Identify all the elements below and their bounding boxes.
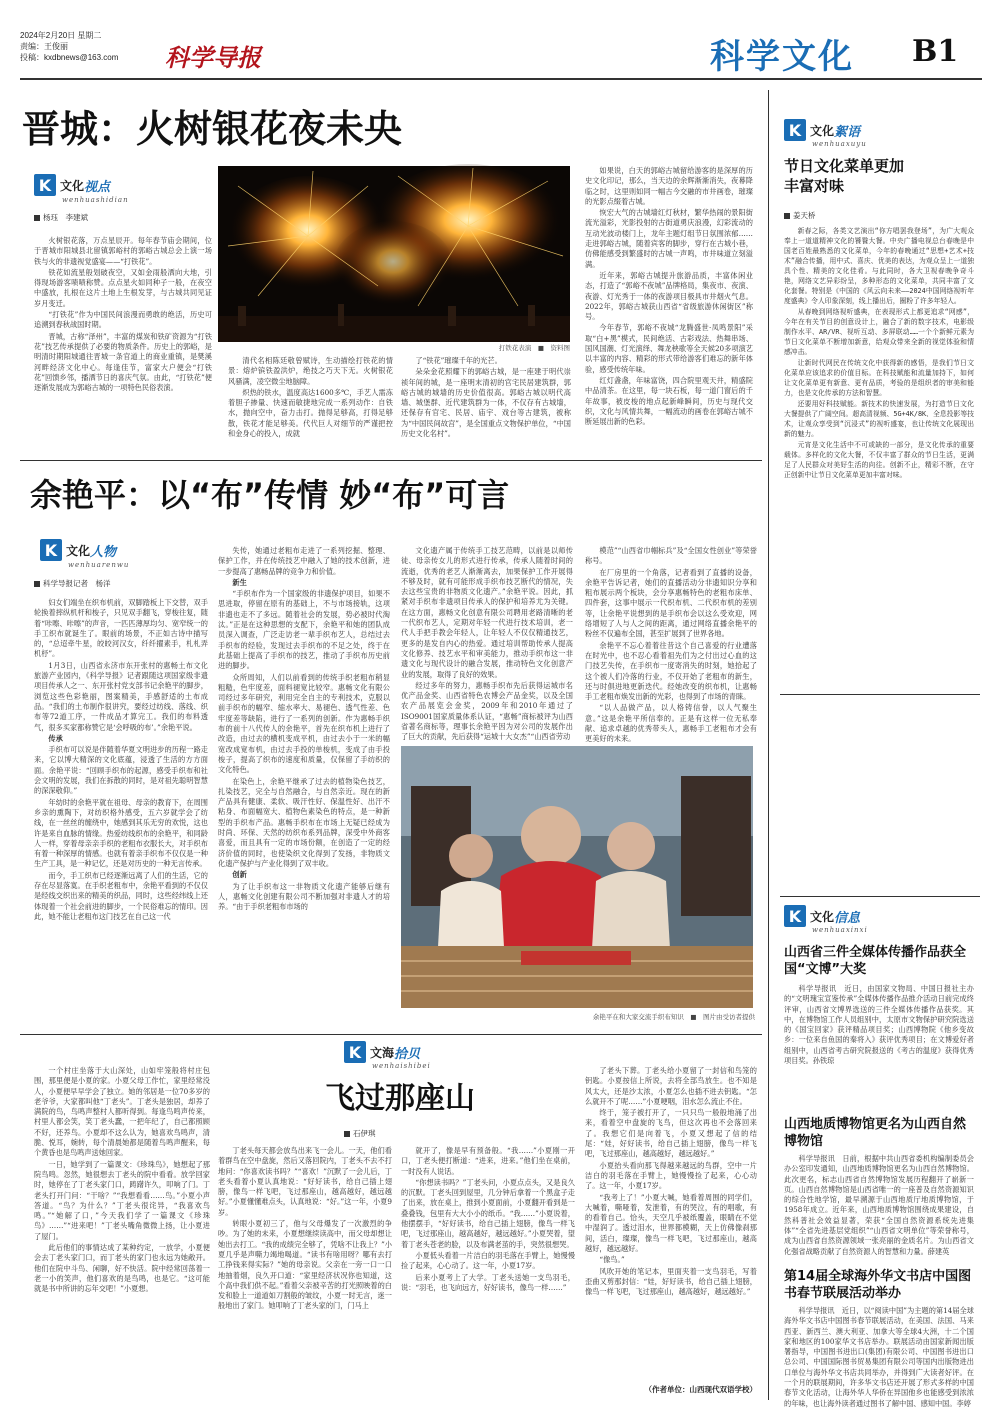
section-banner — [710, 28, 910, 78]
article2-col2: 失传，她通过老粗布走进了一系列挖掘、整理、保护工作，并在传统技艺中融入了她的技术创新，进一步提高了惠畅品牌的竞争力和价值。 新生 “手织布作为一个国家级的非遗保护项目，如果不思进取，停留在原有的基础上，不与市场接轨，这项非遗也走不了多远。随着社会的发展，势必被时代淘汰。”正是在这种思想的支配下，余艳平和她的团队成员深入调查，广泛走访老一辈手织布艺人，总结过去手织布的经验，发现过去手织布的不足之处，终于在此基础上提高了手织布的技艺，推动了手织布历史前进的脚步。 众所周知，人们以前看到的传统手织老粗布稍显粗糙，色牢度差，面料褪宽比较窄。惠畅文化有限公司经过多年研究，利用完全自主的专利技术，克服以前手织布的幅窄、缩水率大、易褪色、透气性差、色牢度差等缺陷，进行了一系列的创新。作为惠畅手织布的前十八代传人的余艳平，首先在织布机上进行了改造，由过去的横机变成平机，由过去小于一米的幅宽改成宽布机，由过去手投的单梭机，变成了由手投梭子，提高了织布的速度和质量，仅保留了手纺织的文化特色。 在染色上，余艳平继承了过去的植物染色技艺，扎染技艺，完全与自然融合，与自然亲近。现在的新产品具有健康、柔软、吸汗性好、保温性好、出汗不粘身、布面幅宽大、植物色素染色的特点，是一种新型的手织布产品。惠畅手织布在市场上无疑已经成为时尚、环保、天然的纺织布系列品牌，深受中外商客喜爱，而且具有一定的市场份额，在创造了一定的经济价值的同时，也使染织文化得到了发扬，非物质文化遗产保护与产业化得到了双丰收。 创新 为了让手织布这一非物质文化遗产能够后继有人，惠畅文化创建有限公司不断加强对非遗人才的培养。“由于手织老粗布市场的 — [218, 546, 390, 912]
sidebar-s4-title: 第14届全球海外华文书店中国图书春节联展活动举办 — [784, 1269, 972, 1301]
column-pinyin: wenhaishibei — [372, 1062, 431, 1070]
column-pinyin: wenhuaxinxi — [812, 926, 868, 934]
column-accent: 絮语 — [834, 124, 861, 140]
masthead-info — [20, 30, 170, 72]
article1-title: 晋城：火树银花夜未央 — [22, 107, 403, 151]
column-pinyin: wenhuashidian — [62, 196, 129, 204]
sidebar-s2-title: 山西省三件全媒体传播作品获全国“文博”大奖 — [784, 945, 967, 977]
article1-col2: 清代名相陈廷敬曾赋诗，生动描绘打铁花的情景：熔炉镔铁盈洪炉，绝技之巧天下无。火树银花风骚满，凌空微尘地脑障。 炽热的铁水，温度高达1600多℃，手艺人需冻着胆子掺量、快速而敏捷地完成一系列动作：自铁水，抛向空中，奋力击打。抛得足够高，打得足够散，铁花才能足够美。代代巨人对细节的严谨把控和金身心的投入，成就 — [228, 356, 393, 439]
sidebar-s1-title: 节日文化菜单更加丰富对味 — [784, 157, 905, 195]
column-k-icon: K — [344, 1041, 366, 1063]
article2-col3: 文化遗产属于传统手工技艺范畴，以前是以师传徒、母亲传女儿的形式进行传承，传承人随着时间的流逝，优秀的老艺人渐渐离去，加果保护工作开展得不够及时，就有可能形成手织布技艺断代的情况，失去这些宝贵的非物质文化遗产。”余艳平说。因此，抓紧对手织布非遗项目传承人的保护和培养尤为关键。在这方面，惠畅文化创意有限公司聘用老路清晰的老一代织布艺人，定期对年轻一代进行技术培训，老一代人手把手教会年轻人，让年轻人不仅仅精通技艺，更多的是发自内心的热爱。通过培训帮助传承人提高文化修养、技艺水平和审美能力，推动手织布这一非遗文化与现代设计的融合发展，推动特色文化创意产业的发展，取得了良好的效果。 经过多年的努力，惠畅手织布先后获得运城市名优产品金奖、山西省特色农博会产品金奖，以及全国农产品展览会金奖，2009年和2010年通过了ISO9001国家质量体系认证，“惠畅”商标被评为山西省著名商标等，理事长余艳平因为对公司的发展作出了巨大的贡献，先后获得“运城十大女杰”“山西省劳动 — [401, 546, 573, 742]
column-main: 文化 — [810, 909, 835, 924]
article1-divider — [20, 460, 762, 461]
column-pinyin: wenhuaxuyu — [812, 140, 867, 148]
sidebar-s2-text: 科学导报讯 近日，由国家文物局、中国日报社主办的“文明瑰宝宣鉴传承”全媒体传播作品推介活动日前完成终评审，山西省文博界选送的三件全媒体传播作品获奖。其中，在博物馆工作人员组别中，太原市文物保护研究院选送的《国宝回家》获评精品项目奖；山西博物院《他乡变故乡：一位来自鱼国的秦将入》获评优秀项目；在文博爱好者组别中，山西省考古研究院报送的《考古的温度》获得优秀项目奖。孙铁琼 — [784, 984, 974, 1066]
article2-col4: 模范”“山西省巾帼标兵”及“全国女性创业”等荣誉称号。 在厂房里的一个角落，记者看到了直播的设备，余艳平告诉记者，她们的直播活动分非遗知识分享和粗布展示两个板块，会分享惠畅特色的老粗布床单、四件套，这事中展示一代织布机、二代织布机的差别等，让余艳平说想到的是手织布会以这么受欢迎，网络增短了人与人之间的距离，通过网络直播余艳平的粉丝不仅遍布全国，甚至扩展到了世界各地。 余艳平不忘心着着往昔这个自己喜爱的行业遭落在时光中，也不忍心看着祖先们为之付出过心血的这门技艺失传，在手织布一度寄消失的时刻，她拾起了这个被人们冷落的行业，不仅开始了老粗布的新生，还与时俱进地更新迭代。经她改变的织布机，让惠畅手工老粗布焕发出新的光彩，也得到了市场的青睐。 “以人品做产品，以人格铸信誉，以人气聚生意。”这是余艳平所信奉的。正是有这样一位无私奉献、追求卓越的优秀带头人，惠畅手工老粗布才会有更美好的未来。 — [585, 546, 757, 744]
column-k-icon: K — [40, 539, 62, 561]
column-accent: 拾贝 — [394, 1046, 421, 1062]
column-k-icon: K — [784, 119, 806, 141]
sparks-illustration — [218, 166, 570, 342]
article3-col3: 就开了，像是早有预备般。“我……”小夏刚一开口，丁老头便打断道：“进来，进来。”他们坐在桌前，一时没有人说话。 “你想读书吗？”丁老头问，小夏点点头，又是良久的沉默。丁老头回到屋里，几分钟后拿着一个黑盒子走了出来，放在桌上，推到小夏面前，小夏翻开看到是一叠叠钱，包里有大大小小的纸币。“我……”小夏说着，他摆摆手，“好好读书，给自己插上翅膀，像鸟一样飞吧，飞过那座山，越高越好，越远越好。”小夏哭着，望着丁老头苍老的脸，以及布满老茧的手，突然很想哭。 小夏低头看着一片洁白的羽毛落在手臂上，她慢慢捡了起来，心心动了。这一年，小夏17岁。 后来小夏考上了大学。丁老头送她一支鸟羽毛，说：“羽毛，也飞向远方，好好读书，像鸟一样……” — [401, 1146, 575, 1292]
weaving-photo — [401, 746, 753, 1008]
sidebar-divider — [768, 90, 769, 1400]
column-main: 文海 — [370, 1045, 395, 1060]
weaving-illustration — [401, 746, 753, 1008]
article1-col4: 如果说，白天的郭峪古城留给游客的是深厚的历史文化印记，那么，当天边的余辉渐渐消失，夜幕降临之时，这里则如同一幅古今交融的市井画卷，璀璨的光影点缀着古城。 恢宏大气的古城墙红灯秋材，繁华热闹的景阳街流光溢彩，光影投射的古街道勇庆浪漫，幻彩流动的互动光波动楼门上，龙年主题灯组节日氛围浓郁……走进郭峪古城，随着宾客的脚步，穿行在古城小巷，仿佛能感受到繁盛时的古城一声鸣，市井味道立刻溢满。 近年来，郭峪古城提升旅游品质，丰富体闲业态，打造了“郭峪不夜城”品牌格局，集夜市、夜演、夜游、灯光秀于一体的夜游项目极具市井烟火气息。2022年，郭峪古城获山西省“省级旅游休闲街区”称号。 今年春节，郭峪不夜城“龙腾盛世·凤鸣景阳”采取“白+黑”模式，民间绝活、古彩戏法、热舞串场、国风国潮、灯光演绎、舞龙秧歌等全天候20多项演艺以丰富的内容、精彩的形式带给游客们难忘的新年体验，感受传统年味。 红灯盏盏，年味富饶，四合院里观天井，精盛院中品清茶。在这里，每一块石板，每一道门窗后的千年故事，被皮梭的地点起新峰瞬间，历史与现代交织，文化与风情共舞，一幅流动的画卷在郭峪古城不断延展出新的色彩。 — [585, 166, 753, 427]
page-number: B1 — [912, 34, 959, 69]
article1-col1: 火树银花落，万点星辰开。每年春节庙会期间，位于晋城市阳城县北留镇郭峪村的郭峪古城总会上演一场铁与火的非遗视觉盛宴——“打铁花”。 铁花如流星般划破夜空，又如金雨般洒向大地，引得现场游客啧啧称赞。点点星火如同种子一般，在夜空中盛放，扎根在这片土地上生根发芽，与古城共同见证岁月变迁。 “打铁花”作为中国民间浪漫而勇敢的绝活，历史可追溯到春秋战国时期。 晋城，古称“泽州”，丰富的煤炭和铁矿资源为“打铁花”技艺传承提供了必要的物质条件。历史上的郭峪，是明清时期阳城通往晋城一条官道上的商业重镇，是樊溪河畔经济文化中心。每逢佳节，富家大户便会“打铁花”回馈乡邻，播洒节日的喜庆气氛。由此，“打铁花”便逐渐发展成为郭峪古城的一项特色民俗表演。 — [34, 236, 212, 393]
article3-title: 飞过那座山 — [325, 1081, 475, 1116]
article1-photo-caption: 打铁花表演 ■ 资料图 — [498, 344, 570, 352]
article2-divider — [20, 1034, 762, 1035]
page-editor: 责编：王俊丽 — [20, 42, 68, 51]
column-main: 文化 — [66, 543, 91, 558]
sidebar-s3-title: 山西地质博物馆更名为山西自然博物馆 — [784, 1117, 967, 1149]
article3-col4: 了老头下葬。丁老头给小夏留了一封信和鸟笼的钥匙。小夏按信上所说，去将全部鸟放生。也不知是风太大，还是沙太浓，小夏怎么也插不进去钥匙。“怎么就开不了呢……”小夏哽咽，泪水怎么流止不住。 终于，笼子被打开了，一只只鸟一般般地涌了出来，看着空中盘旋的飞鸟，但这次再也不会落回来了。我想它们是向着飞，小夏又想起了信的结尾：“娃，好好读书，给自己插上翅膀，像鸟一样飞吧，飞过那座山，越高越好，越远越好。” 小夏抬头看向那飞得越来越远的鸟群，空中一片洁白的羽毛落在手臂上，她慢慢捡了起来，心心动了。这一年，小夏17岁。 “我考上了！”小夏大喊，她看着周围的同学们，大喊着，嘶哑着，发泄着，有的哭泣，有的唱歌，有的看着自己。恰头，天空几乎被纸覆盖，眼睛在不觉中湿润了。透过泪水，世界都模糊，天上仿佛像刹那间，活白，璨璨，像鸟一样飞吧，飞过那座山，越高越好，越远越好。 “像鸟。” 风吹开她的笔记本，里面夹着一支鸟羽毛，写着歪曲又剪那封信：“娃，好好读书，给自己插上翅膀，像鸟一样飞吧，飞过那座山，越高越好，越远越好。” — [585, 1066, 757, 1297]
submission-email[interactable]: 投稿：kxdbnews@163.com — [20, 53, 119, 62]
article2-byline: 科学导报记者 杨洋 — [34, 578, 204, 590]
column-accent: 人物 — [90, 544, 117, 560]
sidebar-s1-text: 新春之际，各类文艺演出“你方唱罢我登场”，为广大观众奉上一道道精神文化的饕餮大餐。中央广播电视总台春晚是中国老百姓最熟悉的文化菜单，今年的春晚通过“思想+艺术+技术”融合传播，用中式、喜庆、优美的表达，为观众呈上一道独具个性、精美的文化佳肴。与此同时，各大卫视春晚争奇斗艳，网络文艺异彩纷呈，多种形态的文化菜单，共同丰富了文化套餐。特别是《中国的《风云向未来——2024中国网络视听年度盛典》令人印象深刻，线上播出后，圈粉了许多年轻人。 从春晚到网络视听盛典，在表现形式上都更追求“网感”，今年在有关节目的创意设计上，融合了新的数字技术，电影级制作水平、AR/VR、视听互动、多屏联动……一个个新鲜元素为节日文化菜单不断增加新意，给观众带来全新的视觉体验和情感冲击。 让新时代网民在传统文化中获得新的感悟，是我们节日文化菜单应该追求的价值目标。在科技赋能和流量加持下，如何让文化菜单更有新意、更有品质，考验的是组织者的审美和能力，也是文化传承的方法和智慧。 还要用好科技赋能。新技术的快速发展，为打造节日文化大餐提供了广阔空间。超高清视频、5G+4K/8K、全息投影等技术，让观众享受到“沉浸式”的视听盛宴，也让传统文化展现出新的魅力。 元宵是文化生活中不可或缺的一部分，是文化传承的重要载体。多样化的文化大餐，不仅丰富了群众的节日生活，更满足了人民群众对美好生活的向往。创新不止，精彩不断，在守正创新中让节日文化菜单更加丰富对味。 — [784, 227, 974, 479]
column-accent: 信息 — [834, 910, 861, 926]
section-title: 科学文化 — [710, 36, 854, 77]
article3-col1: 一个村庄坐落于大山深处，山如牢笼般将村庄包围，那里便是小夏的家。小夏父母工作忙，家里经常没人，小夏便早早学会了独立。她的邻居是一位70多岁的老爷爷，大家都叫他“丁老头”。丁老头是独居，却养了满院的鸟，鸟鸣声整村人都听得到。每逢鸟鸣声传来，村里人都会笑，笑丁老头蠢，一把年纪了，自己都照顾不好，还养鸟。小夏却不这么认为，她喜欢鸟鸣声，清脆、悦耳，婉转，每个清晨她都是随着鸟鸣声醒来，每个黄昏也是鸟鸣声送她回家。 一日，她学到了一篇课文：《珍珠鸟》，她想起了那院鸟鸣。忽然，她很想去丁老头的院中看看。放学回家时，她停在了丁老头家门口，踌躇许久，叩响了门。丁老头打开门问：“干啥？”“我想看看……鸟。”小夏小声答道。“鸟？为什么？”丁老头很诧异，“我喜欢鸟鸣。”“她解了口，”今天我们学了一篇课文《珍珠鸟》……”“进来吧！”丁老头嘴角微微上扬，让小夏进了屋门。 此后他们的事情达成了某种约定，一放学，小夏便会去丁老头家门口，而丁老头的家门也永远为她敞开。他们在院中斗鸟、闲聊，好不快活。院中经常回荡着一老一小的笑声，他们喜欢的是鸟鸣，也是它。“这可能就是书中所讲的忘年交吧！”小夏想。 — [34, 1066, 210, 1294]
article3-col2: 丁老头每天都会放鸟出来飞一会儿。一天，他们看着群鸟在空中盘旋，然后又落回院内，丁老头不去不打地问：“你喜欢读书吗？”“喜欢！”沉默了一会儿后，丁老头看着小夏认真地说：“好好读书，给自己插上翅膀，像鸟一样飞吧，飞过那座山，越高越好，越远越好。”小夏懂懂难点头，认真地说：“好。”这一年，小夏9岁。 转眼小夏初三了，他与父母爆发了一次激烈的争吵。为了她的未来，小夏想继续读高中，而父母却想让她出去打工。“我的成绩完全够了，凭啥不让我上？”小夏几乎是声嘶力竭地喝道。“读书有啥用呀？哪有去打工挣钱来得实际？”她的母亲说。父亲在一旁一口一口地抽着烟，良久开口道：“家里经济状况你也知道，这个高中我们供不起。”看着父亲被辛苦的打光照映着的白发和脸上一道道如刀割般的皱纹，小夏一时无言，迷一般地出了家门。她叩响了丁老头家的门，门马上 — [218, 1146, 392, 1311]
article1-col3: 了“铁花”璀璨千年的光芒。 朵朵金花照耀下的郭峪古城，是一座建于明代崇祯年间的城，是一座明末清初的官宅民居建筑群，郭峪古城的城墙的历史价值很高。郭峪古城以明代高墙、城堡群、近代建筑群为一体，不仅存有古城墙，还保存有官宅、民居、庙宇、戏台等古建筑，被称为“中国民间故宫”，是全国重点文物保护单位，“中国历史文化名村”。 — [401, 356, 571, 439]
sidebar-s1-byline: 姜天桥 — [784, 210, 884, 222]
masthead-rule — [20, 78, 982, 80]
column-main: 文化 — [60, 178, 85, 193]
article3-author-unit: （作者单位：山西现代双语学校） — [644, 1385, 757, 1394]
column-main: 文化 — [810, 123, 835, 138]
column-accent: 视点 — [84, 179, 111, 195]
article2-photo-caption: 余艳平在和大家交流手织布知识 ■ 图片由受访者提供 — [592, 1013, 755, 1021]
sidebar-rule-1 — [780, 694, 980, 695]
iron-flowers-photo — [218, 166, 570, 342]
sidebar-rule-2 — [780, 896, 980, 897]
article2-title: 余艳平：以“布”传情 妙“布”可言 — [30, 476, 510, 514]
issue-date: 2024年2月20日 星期二 — [20, 31, 102, 40]
newspaper-logo: 科学导报 — [165, 43, 261, 72]
column-pinyin: wenhuarenwu — [68, 561, 130, 569]
article2-col1: 妇女们端坐在织布机前，双脚踏板上下交替，双手轮换着摔纵机杆和梭子，只见双手翻飞，穿梭往复，随着“咔嚓、咔嚓”的声音，一匹匹薄厚均匀、宽窄统一的手工织布就诞生了。眼前的场景，不正如古诗中描写的，“总迢牵牛星，皎皎河汉女，纤纤擢素手，札札弄机杼”。 1月3日，山西省永济市东开张村的惠畅土布文化旅游产业园内，《科学导报》记者跟随这项国家级非遗项目传承人之一、东开张村党支部书记余艳平的脚步，浏览这些色彩艳丽，图案精美，手感舒适的土布成品。“我们的土布制作很讲究，要经过纺线、落线、织布等72道工序，一件成品才算完工。我们的布料透气，很多买家都称赞它是‘会呼吸的布’。”余艳平说。 传承 手织布可以说是伴随着华夏文明进步的历程一路走来，它以博大精深的文化底蕴，浸透了生活的方方面面。余艳平说：“回顾手织布的起源，感受手织布和社会文明的发展，我们在拆散的同时，是对祖先聪明智慧的深深敬仰。” 年幼时的余艳平就在祖母、母亲的教育下，在周围乡亲的熏陶下，对纺织格外感受，五六岁就学会了纺线，在一丝丝的缠绕中，她感到其乐无穷的欢悦，这也许是来自血脉的情缘。热爱纺线织布的余艳平，和同龄人一样，穿着母亲亲手织的老粗布衣服长大，对手织布有着一种深厚的情感。也就有着亲手织布不仅仅是一种生产工具，是一种记忆，还是对历史的一种无言传承。 而今，手工织布已经逐渐远离了人们的生活，它的存在尽显落寞。在手织老粗布中，余艳平看到的不仅仅是经线交织出来的精美的织品，同时，这些经纬线上还体现着一个社会前进的脚步，一个民俗难忘的情印。因此，她不能让老粗布这门技艺在自己这一代 — [34, 598, 208, 921]
article1-byline: 杨珏 李建斌 — [34, 212, 194, 224]
sidebar-s4-text: 科学导报讯 近日，以“阅读中国”为主题的第14届全球海外华文书店中国图书春节联展活动，在美国、法国、马来西亚、新西兰、澳大利亚、加拿大等全球4大洲，十二个国家和地区的100家华文书店举办。联展活动由国家新闻出版署指导，中国图书进出口(集团)有限公司、中国图书进出口总公司、中国国际图书贸易集团有限公司等国内出版物进出口单位与海外华文书店共同举办，并得到广大读者好评。在一个月的联展期间，许多华文书店还开展了形式多样的中国春节文化活动，让海外华人华侨在异国他乡也能感受到浓浓的年味，也让海外读者通过图书了解中国、感知中国。李婷 — [784, 1306, 974, 1408]
article3-byline: 石伊琪 — [344, 1128, 464, 1140]
column-k-icon: K — [784, 905, 806, 927]
column-k-icon: K — [34, 174, 56, 196]
article2-column-tag — [40, 536, 210, 564]
sidebar-s3-text: 科学导报讯 日前，根据中共山西省委机构编制委员会办公室印发通知，山西地质博物馆更名为山西自然博物馆。此次更名，标志山西省自然博物馆发展历程翻开了崭新一页。山西自然博物馆是山西省唯一的一座普及自然资源知识的综合性地学馆，最早溯源于山西地质厅地质博物馆，于1958年成立。近年来，山西地质博物馆围绕成果建设，自然科普社会效益显著，荣获“全国自然资源系统先进集体”“全省先进基层党组织”“山西省文明单位”等荣誉称号，成为山西省自然资源领域一张亮丽的金质名片。为山西省文化强省战略贡献了自然资源人的智慧和力量。薛建英 — [784, 1154, 974, 1256]
